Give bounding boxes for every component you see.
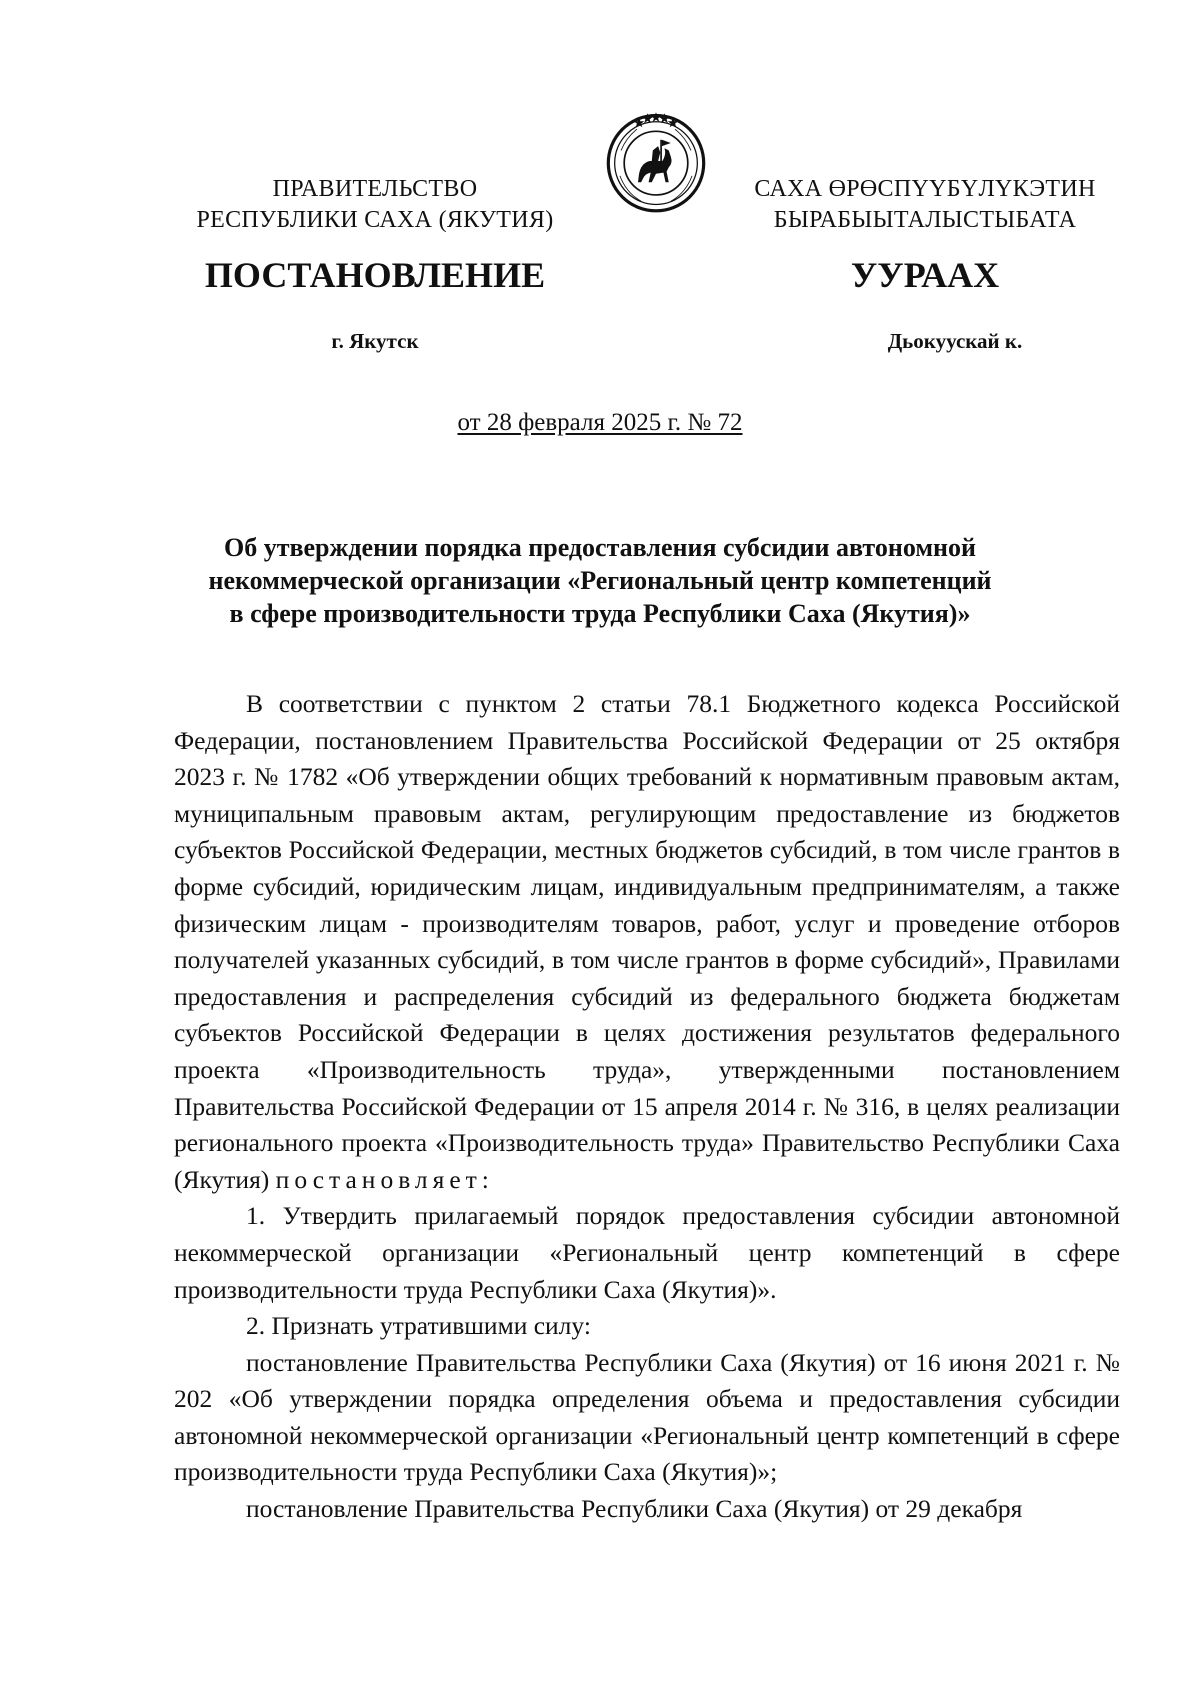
city-ru: г. Якутск [331,329,419,353]
city-sah: Дьокуускай к. [887,329,1023,353]
item-2a-paragraph: постановление Правительства Республики Саха (Якутия) от 16 июня 2021 г. № 202 «Об утверждении порядка определения объема и предоставления субсидии автономной некоммерческой организации «Региональный центр компетенций в сфере производительности труда Республики Саха (Якутия)»; [174,1347,1120,1487]
document-title-line2: некоммерческой организации «Региональный центр компетенций [208,566,992,595]
government-name-sah-line1: САХА ӨРӨСПҮҮБҮЛҮКЭТИН [754,176,1096,202]
preamble-paragraph [174,686,1120,1198]
item-1-paragraph: 1. Утвердить прилагаемый порядок предоставления субсидии автономной некоммерческой организации «Региональный центр компетенций в сфере производительности труда Республики Саха (Якутия)». [174,1201,1120,1304]
government-name-ru-line2: РЕСПУБЛИКИ САХА (ЯКУТИЯ) [196,207,554,233]
doc-type-sah: УУРААХ [850,255,1000,295]
government-name-ru [165,174,585,236]
item-2b-paragraph: постановление Правительства Республики Саха (Якутия) от 29 декабря [246,1494,1023,1524]
government-name-sah [715,174,1135,236]
item-2-paragraph: 2. Признать утратившими силу: [246,1311,591,1341]
document-title-line1: Об утверждении порядка предоставления субсидии автономной [223,533,976,562]
document-title [160,531,1040,630]
yakutia-coat-of-arms-icon [603,108,709,214]
preamble-text: В соответствии с пунктом 2 статьи 78.1 Бюджетного кодекса Российской Федерации, постановлением Правительства Российской Федерации от 25 октября 2023 г. № 1782 «Об утверждении общих требований к нормативным правовым актам, муниципальным правовым актам, регулирующим предоставление из бюджетов субъектов Российской Федерации, местных бюджетов субсидий, в том числе грантов в форме субсидий, юридическим лицам, индивидуальным предпринимателям, а также физическим лицам - производителям товаров, работ, услуг и проведение отборов получателей указанных субсидий, в том числе грантов в форме субсидий», Правилами предоставления и распределения субсидий из федерального бюджета бюджетам субъектов Российской Федерации в целях достижения результатов федерального проекта «Производительность труда», утвержденными постановлением Правительства Российской Федерации от 15 апреля 2014 г. № 316, в целях реализации регионального проекта «Производительность труда» Правительство Республики Саха (Якутия) [174,689,1120,1194]
government-name-ru-line1: ПРАВИТЕЛЬСТВО [272,176,478,202]
document-title-line3: в сфере производительности труда Республики Саха (Якутия)» [229,599,971,628]
document-date-text: от 28 февраля 2025 г. № 72 [457,409,743,436]
document-date-number [0,407,1200,439]
document-body [174,686,1120,1528]
doc-type-ru: ПОСТАНОВЛЕНИЕ [204,255,546,295]
government-name-sah-line2: БЫРАБЫЫТАЛЫСТЫБАТА [773,207,1077,233]
resolves-word: постановляет: [275,1164,494,1194]
